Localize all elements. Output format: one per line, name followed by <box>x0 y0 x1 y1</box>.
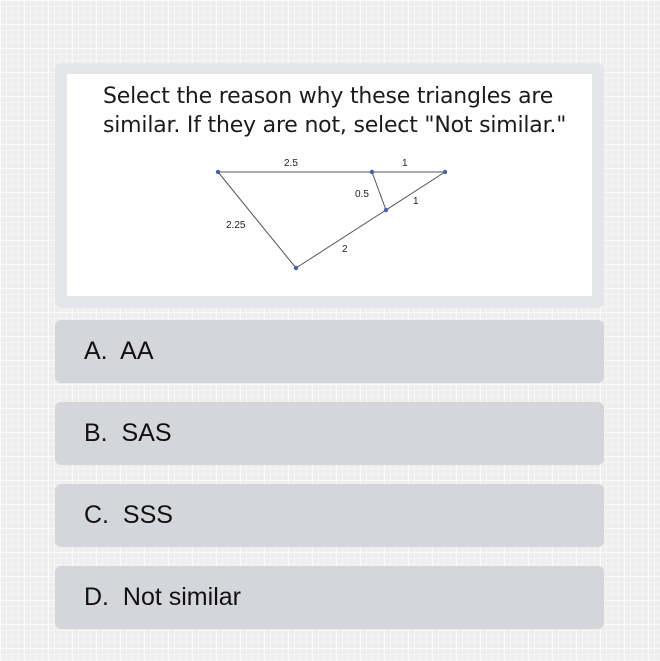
label-right-slant: 1 <box>413 196 419 207</box>
vertex-top-right <box>443 170 447 174</box>
question-text: Select the reason why these triangles are similar. If they are not, select "Not similar." <box>103 84 567 138</box>
label-top-left: 2.5 <box>284 158 298 169</box>
label-bottom-slant: 2 <box>342 244 348 255</box>
choice-b[interactable] <box>55 402 604 465</box>
vertex-top-left <box>216 170 220 174</box>
segment-inner <box>372 172 386 210</box>
choice-d[interactable] <box>55 566 604 629</box>
question-panel <box>67 74 592 296</box>
vertex-top-middle <box>370 170 374 174</box>
segment-bottom <box>296 172 445 268</box>
label-top-right: 1 <box>402 158 408 169</box>
choice-c-label: C. SSS <box>84 501 173 529</box>
label-inner: 0.5 <box>355 189 369 200</box>
choice-a-label: A. AA <box>84 337 154 365</box>
vertex-bottom <box>294 266 298 270</box>
choice-c[interactable] <box>55 484 604 547</box>
choice-a[interactable] <box>55 320 604 383</box>
choice-d-label: D. Not similar <box>84 583 241 611</box>
choice-b-label: B. SAS <box>84 419 172 447</box>
label-left: 2.25 <box>226 220 246 231</box>
triangle-diagram <box>67 74 592 296</box>
question-card <box>55 63 604 308</box>
vertex-inner <box>384 208 388 212</box>
